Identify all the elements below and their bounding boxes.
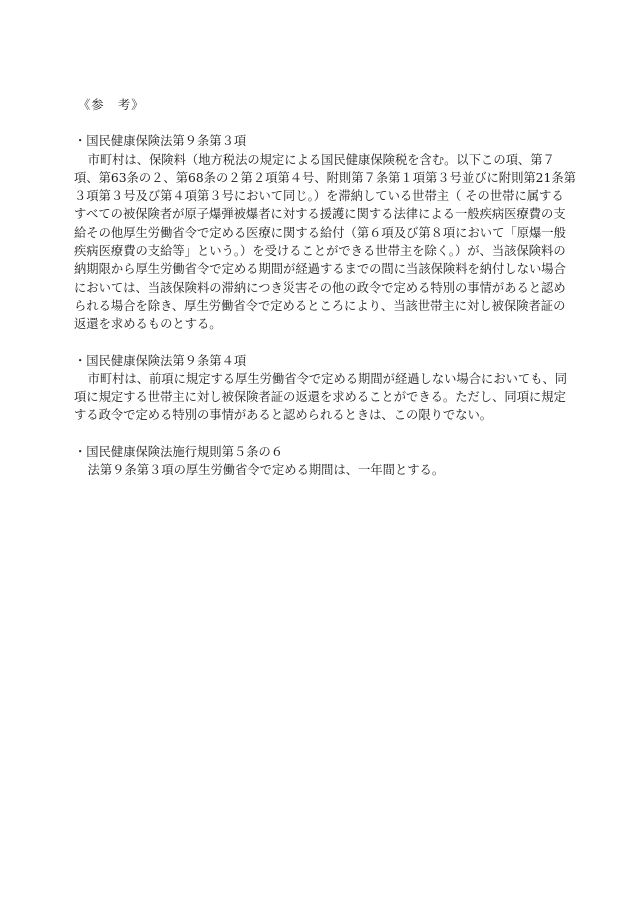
body-line: する政令で定める特別の事情があると認められるときは、この限りでない。: [74, 408, 493, 423]
body-line: 項、第63条の２、第68条の２第２項第４号、附則第７条第１項第３号並びに附則第21条第: [74, 170, 576, 185]
section-nhi-regulation-art5-6: [74, 443, 560, 480]
section-body: [74, 151, 576, 334]
section-title: ・国民健康保険法第９条第４項: [74, 353, 247, 368]
body-line: 疾病医療費の支給等」という。）を受けることができる世帯主を除く。）が、当該保険料の: [74, 244, 566, 259]
body-line: すべての被保険者が原子爆弾被爆者に対する援護に関する法律による一般疾病医療費の支: [74, 207, 566, 222]
document-page: [74, 96, 576, 497]
body-line: 市町村は、前項に規定する厚生労働省令で定める期間が経過しない場合においても、同: [87, 371, 568, 386]
section-nhi-art9-para3: [74, 132, 576, 333]
section-title: ・国民健康保険法第９条第３項: [74, 134, 247, 149]
body-line: 項に規定する世帯主に対し被保険者証の返還を求めることができる。ただし、同項に規定: [74, 390, 566, 405]
section-body: [74, 370, 568, 425]
body-line: られる場合を除き、厚生労働省令で定めるところにより、当該世帯主に対し被保険者証の: [74, 298, 566, 313]
body-line: 納期限から厚生労働省令で定める期間が経過するまでの間に当該保険料を納付しない場合: [74, 262, 566, 277]
section-body: [74, 461, 560, 479]
body-line: 法第９条第３項の厚生労働省令で定める期間は、一年間とする。: [87, 463, 445, 478]
body-line: においては、当該保険料の滞納につき災害その他の政令で定める特別の事情があると認め: [74, 280, 566, 295]
body-line: 市町村は、保険料（地方税法の規定による国民健康保険税を含む。以下この項、第７: [87, 152, 555, 167]
body-line: 返還を求めるものとする。: [74, 317, 222, 332]
body-line: 給その他厚生労働省令で定める医療に関する給付（第６項及び第８項において「原爆一般: [74, 225, 566, 240]
section-nhi-art9-para4: [74, 352, 568, 425]
section-title: ・国民健康保険法施行規則第５条の６: [74, 444, 284, 459]
body-line: ３項第３号及び第４項第３号において同じ。）を滞納している世帯主（ その世帯に属する: [74, 189, 564, 204]
reference-heading: 《参 考》: [78, 98, 145, 112]
